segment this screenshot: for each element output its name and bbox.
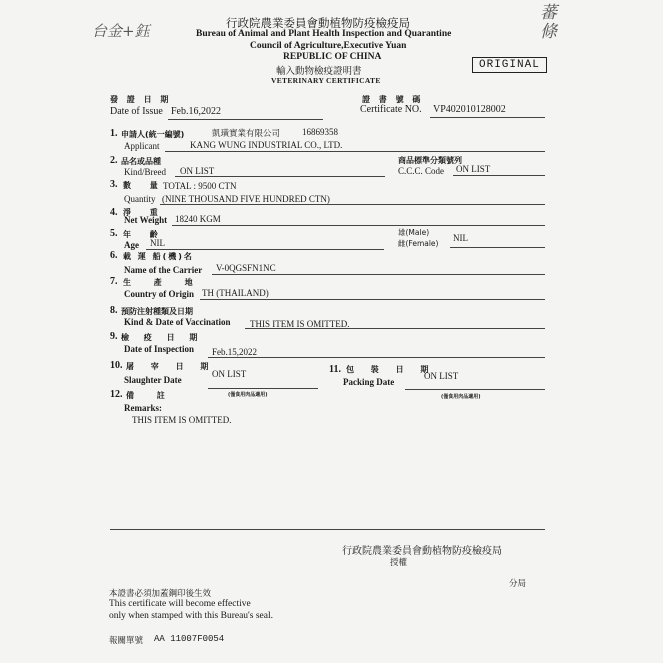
applicant-label-cn: 申請人(統一編號)	[121, 130, 185, 139]
agency-title-cn: 行政院農業委員會動植物防疫檢疫局	[226, 16, 410, 30]
packing-label-cn: 包 裝 日 期	[346, 365, 436, 374]
quantity-words: (NINE THOUSAND FIVE HUNDRED CTN)	[162, 194, 330, 204]
net-weight-label: Net Weight	[124, 215, 168, 225]
footer-note-en-2: only when stamped with this Bureau's seal.	[109, 611, 273, 621]
signature-branch: 分局	[509, 579, 527, 589]
remarks-label-cn: 備 註	[126, 391, 175, 400]
vaccination-label: Kind & Date of Vaccination	[124, 317, 231, 327]
country-title: REPUBLIC OF CHINA	[283, 52, 382, 62]
sex-female-label: 雌(Female)	[398, 239, 439, 248]
ccc-value: ON LIST	[456, 164, 491, 174]
issue-date-label: Date of Issue	[110, 106, 163, 117]
slaughter-label-cn: 屠 宰 日 期	[126, 362, 216, 371]
ccc-label: C.C.C. Code	[398, 166, 445, 176]
origin-label: Country of Origin	[124, 289, 195, 299]
cert-no-value: VP402010128002	[433, 104, 506, 115]
signature-agency: 行政院農業委員會動植物防疫檢疫局	[342, 546, 502, 557]
age-label: Age	[124, 240, 139, 250]
issue-date-value: Feb.16,2022	[171, 106, 221, 117]
footer-note-en-1: This certificate will become effective	[109, 599, 251, 609]
applicant-name-en: KANG WUNG INDUSTRIAL CO., LTD.	[190, 140, 343, 150]
carrier-label: Name of the Carrier	[124, 265, 203, 275]
footer-note-cn: 本證書必須加蓋鋼印後生效	[109, 589, 212, 599]
certificate-title-en: VETERINARY CERTIFICATE	[271, 76, 381, 85]
vaccination-value: THIS ITEM IS OMITTED.	[250, 319, 350, 329]
inspection-label: Date of Inspection	[124, 344, 194, 354]
applicant-name-cn: 凱璜實業有限公司	[212, 129, 281, 139]
applicant-id: 16869358	[302, 127, 338, 137]
council-title: Council of Agriculture,Executive Yuan	[250, 41, 407, 51]
slaughter-value: ON LIST	[212, 369, 247, 379]
signature-authorized: 授權	[390, 558, 408, 568]
report-no-label: 報關單號	[109, 636, 144, 646]
signature-divider	[110, 529, 545, 530]
quantity-label-cn: 數 量	[123, 181, 166, 190]
net-weight-label-cn: 淨 重	[123, 208, 166, 217]
quantity-label: Quantity	[124, 194, 156, 204]
ccc-label-cn: 商品標準分類號列	[398, 156, 462, 165]
issue-date-label-cn: 發 證 日 期	[110, 95, 172, 104]
inspection-label-cn: 檢 疫 日 期	[121, 333, 204, 342]
report-no-value: AA 11007F0054	[154, 634, 225, 644]
slaughter-label: Slaughter Date	[124, 375, 182, 385]
remarks-value: THIS ITEM IS OMITTED.	[132, 415, 232, 425]
slaughter-note: (僅食用肉品適用)	[228, 392, 268, 398]
packing-value: ON LIST	[424, 371, 459, 381]
kind-label-cn: 品名或品種	[121, 157, 161, 166]
kind-label: Kind/Breed	[124, 167, 166, 177]
handwritten-note-left: 台金+鈺	[92, 22, 150, 40]
origin-label-cn: 生 產 地	[123, 278, 203, 287]
packing-note: (僅食用肉品適用)	[441, 394, 481, 400]
kind-value: ON LIST	[180, 166, 215, 176]
handwritten-note-right: 蕃條	[540, 3, 557, 42]
age-label-cn: 年 齡	[123, 230, 166, 239]
applicant-label: Applicant	[124, 141, 160, 151]
age-value: NIL	[150, 238, 165, 248]
remarks-label: Remarks:	[124, 403, 162, 413]
sex-value: NIL	[453, 233, 468, 243]
vaccination-label-cn: 預防注射種類及日期	[121, 307, 193, 316]
cert-no-label-cn: 證 書 號 碼	[362, 95, 424, 104]
origin-value: TH (THAILAND)	[202, 288, 269, 298]
inspection-value: Feb.15,2022	[212, 347, 257, 357]
net-weight-value: 18240 KGM	[175, 214, 221, 224]
cert-no-label: Certificate NO.	[360, 104, 422, 115]
quantity-value: TOTAL : 9500 CTN	[163, 181, 237, 191]
sex-male-label: 雄(Male)	[398, 228, 430, 237]
carrier-value: V-0QGSFN1NC	[216, 263, 276, 273]
agency-title-en: Bureau of Animal and Plant Health Inspection and Quarantine	[196, 29, 452, 39]
packing-label: Packing Date	[343, 377, 395, 387]
original-stamp: ORIGINAL	[472, 57, 547, 73]
carrier-label-cn: 載 運 船(機)名	[123, 252, 194, 261]
certificate-title-cn: 輸入動物檢疫證明書	[276, 66, 362, 77]
